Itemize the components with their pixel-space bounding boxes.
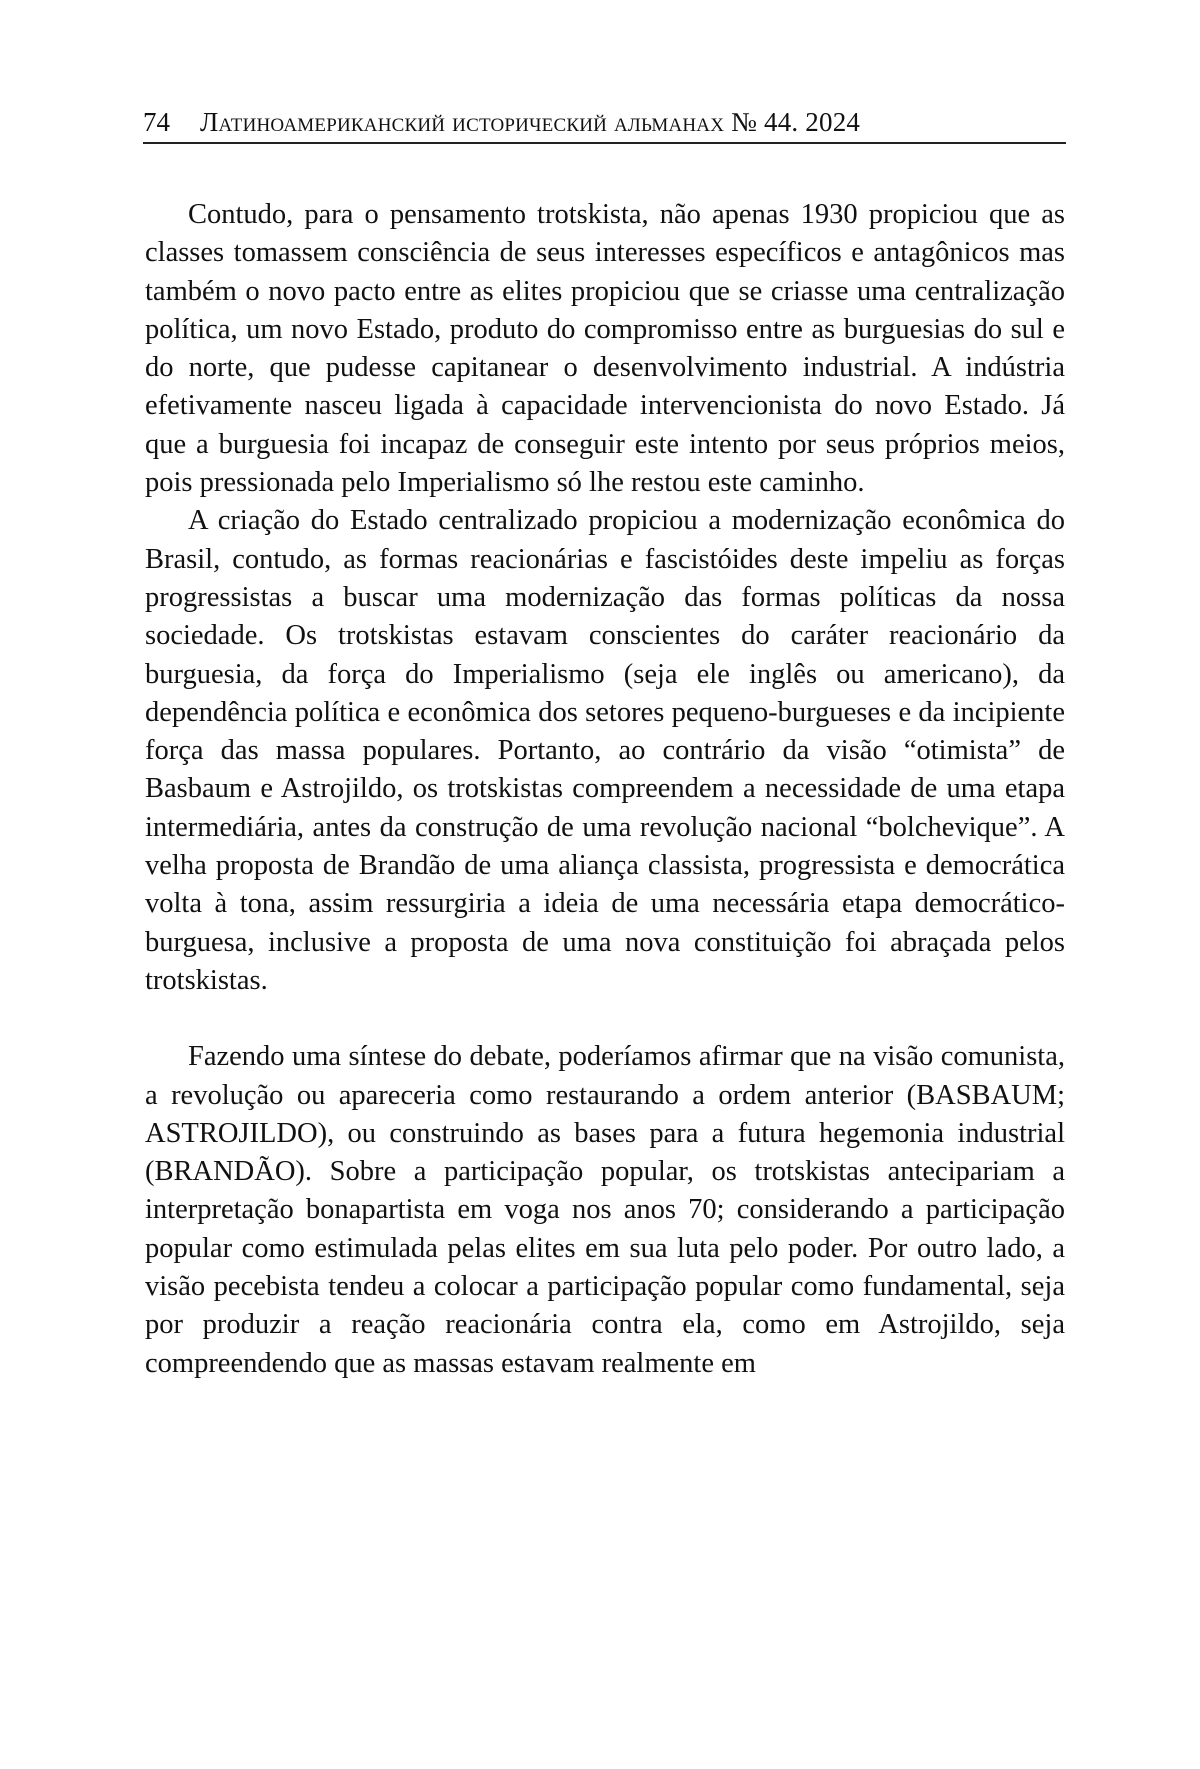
paragraph-1: Contudo, para o pensamento trotskista, não apenas 1930 propiciou que as classes tomassem consciência de seus interesses específicos e antagônicos mas também o novo pacto entre as elites propiciou que se criasse uma centralização política, um novo Estado, produto do compromisso entre as burguesias do sul e do norte, que pudesse capitanear o desenvolvimento industrial. A indústria efetivamente nasceu ligada à capacidade intervencionista do novo Estado. Já que a burguesia foi incapaz de conseguir este intento por seus próprios meios, pois pressionada pelo Imperialismo só lhe restou este caminho. — [145, 199, 1065, 499]
journal-title: Латиноамериканский исторический альманах № 44. 2024 — [200, 107, 861, 137]
page-number: 74 — [143, 107, 170, 137]
running-header — [143, 100, 1066, 144]
body-text — [145, 196, 1065, 1383]
paragraph-3: Fazendo uma síntese do debate, poderíamos afirmar que na visão comunista, a revolução ou apareceria como restaurando a ordem anterior (BASBAUM; ASTROJILDO), ou construindo as bases para a futura hegemonia industrial (BRANDÃO). Sobre a participação popular, os trotskistas antecipariam a interpretação bonapartista em voga nos anos 70; considerando a participação popular como estimulada pelas elites em sua luta pelo poder. Por outro lado, a visão pecebista tendeu a colocar a participação popular como fundamental, seja por produzir a reação reacionária contra ela, como em Astrojildo, seja compreendendo que as massas estavam realmente em — [145, 1041, 1065, 1379]
paragraph-2: A criação do Estado centralizado propiciou a modernização econômica do Brasil, contudo, as formas reacionárias e fascistóides deste impeliu as forças progressistas a buscar uma modernização das formas políticas da nossa sociedade. Os trotskistas estavam conscientes do caráter reacionário da burguesia, da força do Imperialismo (seja ele inglês ou americano), da dependência política e econômica dos setores pequeno-burgueses e da incipiente força das massa populares. Portanto, ao contrário da visão “otimista” de Basbaum e Astrojildo, os trotskistas compreendem a necessidade de uma etapa intermediária, antes da construção de uma revolução nacional “bolchevique”. A velha proposta de Brandão de uma aliança classista, progressista e democrática volta à tona, assim ressurgiria a ideia de uma necessária etapa democrático-burguesa, inclusive a proposta de uma nova constituição foi abraçada pelos trotskistas. — [145, 505, 1065, 996]
